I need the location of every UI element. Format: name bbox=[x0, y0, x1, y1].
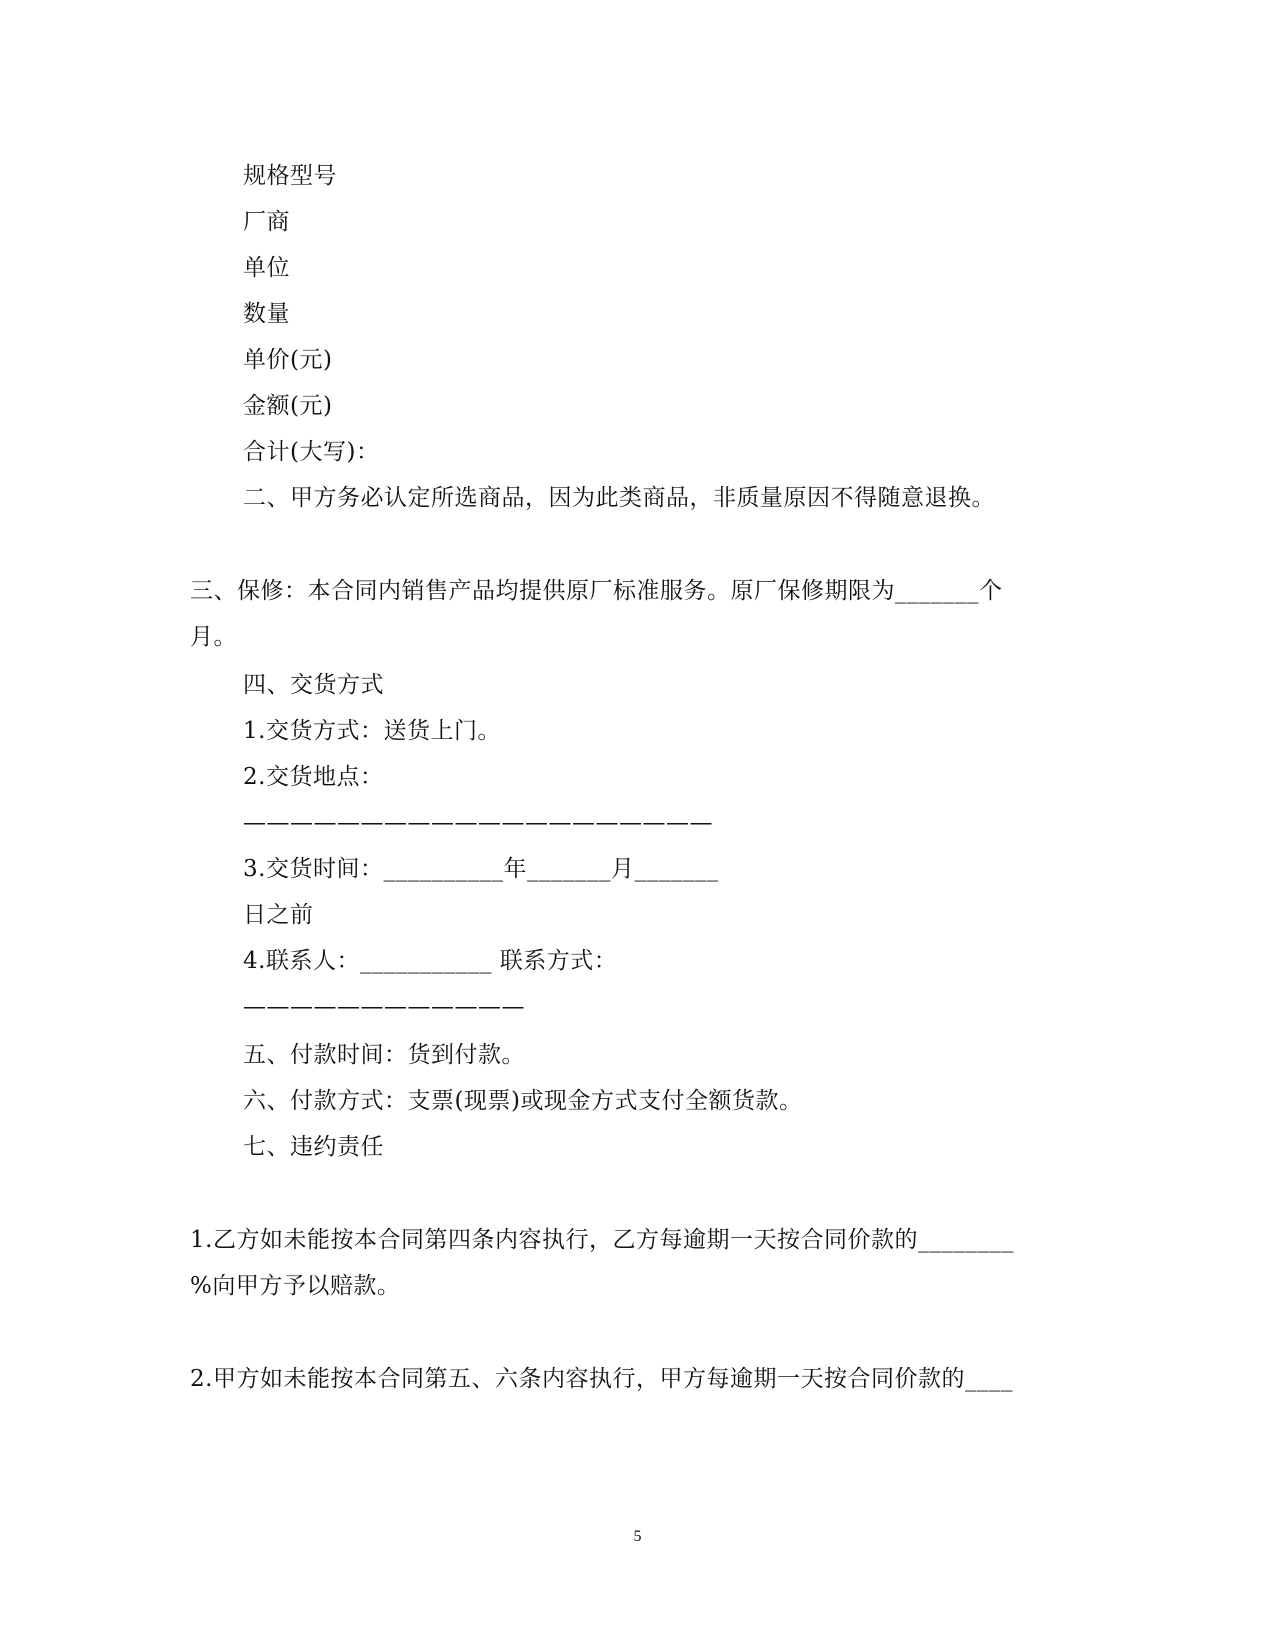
page-number: 5 bbox=[633, 1528, 642, 1545]
contact-method-blank: ———————————— bbox=[243, 994, 525, 1020]
delivery-time-suffix: 日之前 bbox=[243, 902, 314, 928]
clause-5: 五、付款时间：货到付款。 bbox=[243, 1042, 525, 1068]
breach-2-line-1: 2.甲方如未能按本合同第五、六条内容执行，甲方每逾期一天按合同价款的____ bbox=[190, 1366, 1013, 1392]
manufacturer-label: 厂商 bbox=[243, 209, 290, 235]
amount-label: 金额(元) bbox=[243, 393, 333, 419]
delivery-time: 3.交货时间：__________年_______月_______ bbox=[243, 856, 719, 882]
quantity-label: 数量 bbox=[243, 301, 290, 327]
clause-3-line-1: 三、保修：本合同内销售产品均提供原厂标准服务。原厂保修期限为_______个 bbox=[190, 578, 1003, 604]
breach-1-line-1: 1.乙方如未能按本合同第四条内容执行，乙方每逾期一天按合同价款的________ bbox=[190, 1227, 1014, 1253]
contact-person: 4.联系人：___________ 联系方式： bbox=[243, 948, 618, 974]
unit-price-label: 单价(元) bbox=[243, 347, 333, 373]
unit-label: 单位 bbox=[243, 255, 290, 281]
clause-2: 二、甲方务必认定所选商品，因为此类商品，非质量原因不得随意退换。 bbox=[243, 485, 995, 511]
delivery-location-label: 2.交货地点： bbox=[243, 764, 384, 790]
total-label: 合计(大写)： bbox=[243, 439, 380, 465]
clause-3-line-2: 月。 bbox=[190, 624, 237, 650]
clause-7-heading: 七、违约责任 bbox=[243, 1134, 384, 1160]
clause-6: 六、付款方式：支票(现票)或现金方式支付全额货款。 bbox=[243, 1088, 803, 1114]
delivery-location-blank: ———————————————————— bbox=[243, 810, 713, 836]
spec-model-label: 规格型号 bbox=[243, 163, 337, 189]
clause-4-heading: 四、交货方式 bbox=[243, 672, 384, 698]
breach-1-line-2: %向甲方予以赔款。 bbox=[190, 1273, 401, 1299]
delivery-method: 1.交货方式：送货上门。 bbox=[243, 718, 501, 744]
